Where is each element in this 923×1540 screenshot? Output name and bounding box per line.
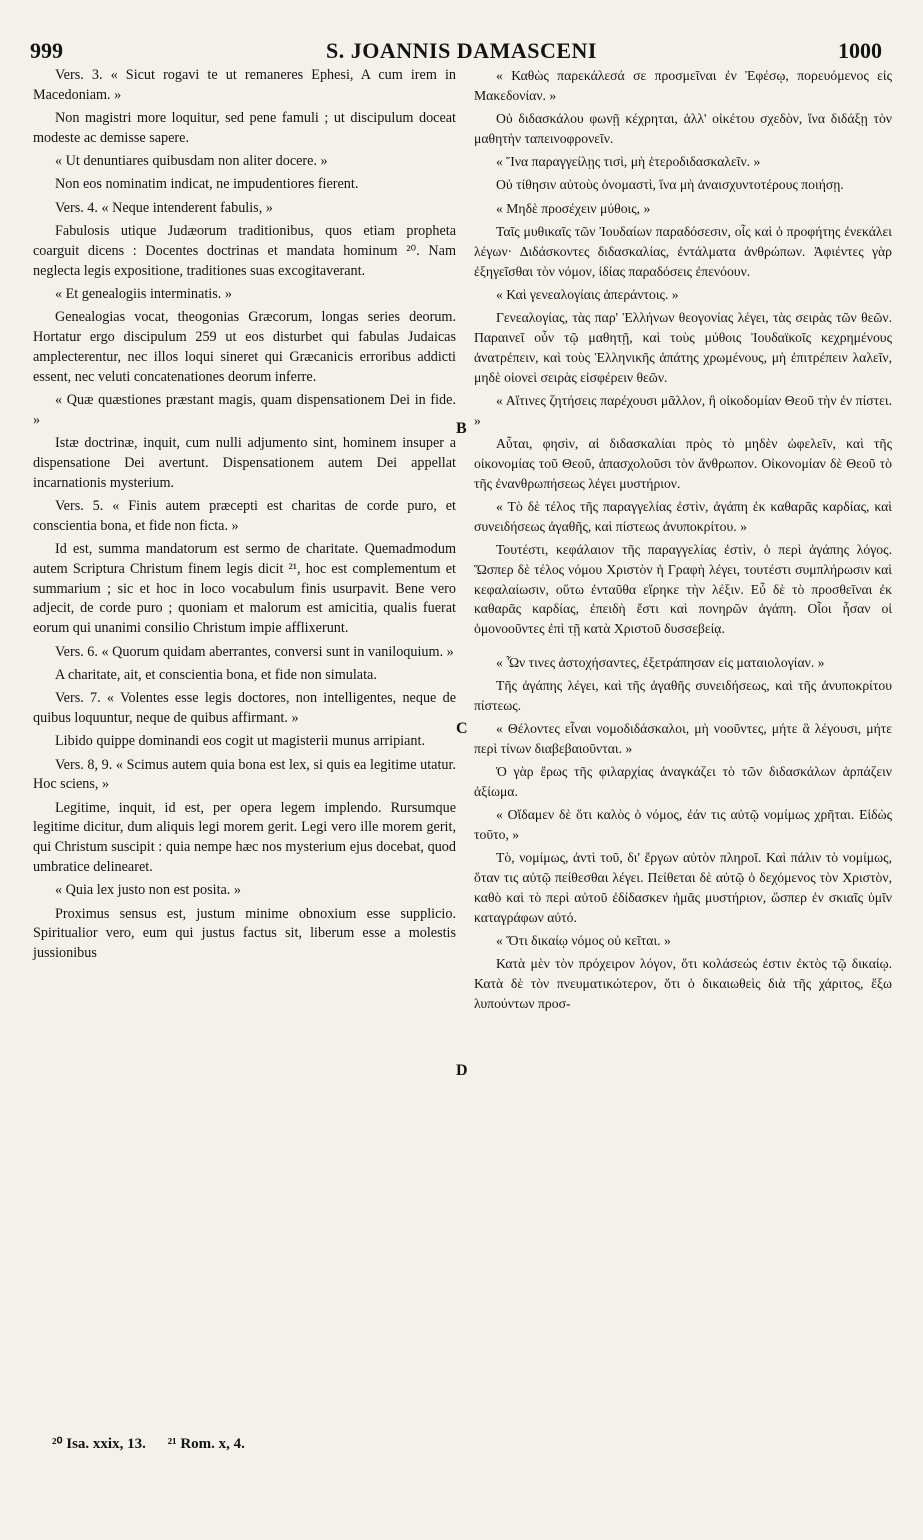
latin-paragraph: Vers. 7. « Volentes esse legis doctores, non intelligentes, neque de quibus loquuntur, neque de quibus affirmant. »	[33, 690, 456, 726]
greek-paragraph: Τουτέστι, κεφάλαιον τῆς παραγγελίας ἐστὶν, ὁ περὶ ἀγάπης λόγος. Ὥσπερ δὲ τέλος νόμου Χριστὸν ἡ Γραφὴ λέγει, τουτέστι συμπλήρωσιν καὶ κεφαλαίωσιν, οὕτω ἐνταῦθα εἴρηκε τὴν λέξιν. Εὖ δὲ τὸ προσθεῖναι ἐκ καθαρᾶς καρδίας, ἐπειδὴ ἔστι καὶ πονηρῶν ἀγάπη. Οἷοι ἦσαν οἱ ὁμονοοῦντες ἐπὶ τῇ κατὰ Χριστοῦ δυσσεβείᾳ.	[474, 542, 892, 637]
greek-paragraph: « Καὶ γενεαλογίαις ἀπεράντοις. »	[496, 286, 679, 302]
greek-paragraph: « Καθὼς παρεκάλεσά σε προσμεῖναι ἐν Ἐφέσῳ, πορευόμενος εἰς Μακεδονίαν. »	[474, 68, 892, 103]
latin-paragraph: Genealogias vocat, theogonias Græcorum, longas series deorum. Hortatur ergo discipulum 259 ut eos disturbet qui fabulas Judaicas amplecterentur, nec illos loqui sineret qui Græcanicis erroribus addicti essent, nec veluti concatenationes deorum inferre.	[33, 309, 456, 385]
greek-paragraph: « Αἵτινες ζητήσεις παρέχουσι μᾶλλον, ἢ οἰκοδομίαν Θεοῦ τὴν ἐν πίστει. »	[474, 392, 892, 428]
greek-paragraph: Κατὰ μὲν τὸν πρόχειρον λόγον, ὅτι κολάσεώς ἐστιν ἐκτὸς τῷ δικαίῳ. Κατὰ δὲ τὸν πνευματικώτερον, ὅτι ὁ δικαιωθεὶς διὰ τῆς χάριτος, ἔξω λυπούντων προσ-	[474, 956, 892, 1011]
latin-paragraph: Vers. 5. « Finis autem præcepti est charitas de corde puro, et conscientia bona, et fide non ficta. »	[33, 497, 456, 534]
greek-column	[474, 66, 892, 1017]
latin-paragraph: Libido quippe dominandi eos cogit ut magisterii munus arripiant.	[55, 733, 425, 750]
greek-paragraph: « Θέλοντες εἶναι νομοδιδάσκαλοι, μὴ νοοῦντες, μήτε ἃ λέγουσι, μήτε περὶ τίνων διαβεβαιοῦνται. »	[474, 720, 892, 756]
latin-paragraph: Istæ doctrinæ, inquit, cum nulli adjumento sint, hominem insuper a dispensatione Dei avertunt. Dispensationem autem Dei appellat incarnationis mysterium.	[33, 435, 456, 491]
latin-paragraph: « Quæ quæstiones præstant magis, quam dispensationem Dei in fide. »	[33, 391, 456, 428]
greek-paragraph: « Μηδὲ προσέχειν μύθοις, »	[496, 200, 651, 216]
latin-column	[33, 66, 456, 967]
latin-paragraph: Vers. 3. « Sicut rogavi te ut remaneres Ephesi, A cum irem in Macedoniam. »	[33, 67, 456, 103]
margin-letter-d: D	[456, 1062, 468, 1079]
latin-paragraph: Legitime, inquit, id est, per opera legem implendo. Rursumque legitime dicitur, dum aliquis legi morem gerit. Legi vero ille morem gerit, qui Christum suscipit : quia nempe hæc nos mysterium ejus docebat, quod umbratice delinearet.	[33, 799, 456, 875]
page-number-left: 999	[30, 38, 63, 63]
margin-letter-b: B	[456, 420, 467, 437]
greek-paragraph: Ταῖς μυθικαῖς τῶν Ἰουδαίων παραδόσεσιν, οἷς καὶ ὁ προφήτης ἐνεκάλει λέγων· Διδάσκοντες διδασκαλίας, ἐντάλματα ἀνθρώπων. Ἀφιέντες γὰρ ἐξηγεῖσθαι τὸν νόμον, ἰδίας παραδόσεις ἐπενόουν.	[474, 224, 892, 279]
greek-paragraph: « Ὧν τινες ἀστοχήσαντες, ἐξετράπησαν εἰς ματαιολογίαν. »	[496, 654, 825, 670]
greek-paragraph: Οὐ διδασκάλου φωνῇ κέχρηται, ἀλλ' οἰκέτου σχεδὸν, ἵνα διδάξῃ τὸν μαθητὴν ταπεινοφρονεῖν.	[474, 111, 892, 146]
greek-paragraph: Γενεαλογίας, τὰς παρ' Ἑλλήνων θεογονίας λέγει, τὰς σειρὰς τῶν θεῶν. Παραινεῖ οὖν τῷ μαθητῇ, καὶ τοὺς μύθοις Ἰουδαϊκοῖς κεχρημένους ἀνατρέπειν, καὶ τοὺς Ἑλληνικῆς ἀπάτης χρωμένους, μὴ ἐπιτρέπειν λαλεῖν, μηδὲ οἱονεὶ σειρὰς εἰσφέρειν θεῶν.	[474, 310, 892, 385]
greek-paragraph: Τὸ, νομίμως, ἀντὶ τοῦ, δι' ἔργων αὐτὸν πληροῖ. Καὶ πάλιν τὸ νομίμως, ὅταν τις αὐτῷ πείθεσθαι λέγει. Πείθεται δὲ αὐτῷ ὁ δεχόμενος τὸν Χριστὸν, καθὸ καὶ τὸ περὶ αὐτοῦ ἐδίδασκεν ἡμᾶς μυστήριον, ὥσπερ ἐν σκιαῖς ὑμῖν καταγράφων αὐτό.	[474, 850, 892, 925]
page-number-right: 1000	[838, 38, 882, 63]
greek-paragraph: Οὐ τίθησιν αὐτοὺς ὀνομαστὶ, ἵνα μὴ ἀναισχυντοτέρους ποιήσῃ.	[496, 177, 844, 193]
greek-paragraph: « Ἵνα παραγγείλῃς τισὶ, μὴ ἑτεροδιδασκαλεῖν. »	[496, 154, 761, 170]
latin-paragraph: Proximus sensus est, justum minime obnoxium esse supplicio. Spiritualior vero, eum qui justus factus sit, liberum esse a molestis jussionibus	[33, 905, 456, 962]
greek-paragraph: « Τὸ δὲ τέλος τῆς παραγγελίας ἐστὶν, ἀγάπη ἐκ καθαρᾶς καρδίας, καὶ συνειδήσεως ἀγαθῆς, καὶ πίστεως ἀνυποκρίτου. »	[474, 498, 892, 534]
footnotes	[52, 1434, 263, 1453]
greek-paragraph: « Ὅτι δικαίῳ νόμος οὐ κεῖται. »	[496, 932, 671, 948]
page-header	[0, 38, 923, 66]
margin-letter-c: C	[456, 720, 468, 737]
footnote: ²⁰ Isa. xxix, 13.	[52, 1436, 146, 1452]
latin-paragraph: A charitate, ait, et conscientia bona, et fide non simulata.	[55, 666, 377, 683]
greek-paragraph: Αὗται, φησὶν, αἱ διδασκαλίαι πρὸς τὸ μηδὲν ὠφελεῖν, καὶ τῆς οἰκονομίας τοῦ Θεοῦ, ἀπασχολοῦσι τὸν ἄνθρωπον. Οἰκονομίαν δὲ Θεοῦ τὸ τῆς ἐνανθρωπήσεως λέγει μυστήριον.	[474, 436, 892, 491]
greek-paragraph: Ὁ γὰρ ἔρως τῆς φιλαρχίας ἀναγκάζει τὸ τῶν διδασκάλων ἁρπάζειν ἀξίωμα.	[474, 764, 892, 799]
latin-paragraph: Fabulosis utique Judæorum traditionibus, quos etiam propheta coarguit dicens : Docentes doctrinas et mandata hominum ²⁰. Nam neglecta legis expositione, traditiones suas excogitaverant.	[33, 223, 456, 279]
greek-paragraph: Τῆς ἀγάπης λέγει, καὶ τῆς ἀγαθῆς συνειδήσεως, καὶ τῆς ἀνυποκρίτου πίστεως.	[474, 677, 892, 713]
latin-paragraph: Non eos nominatim indicat, ne impudentiores fierent.	[55, 176, 359, 193]
latin-paragraph: « Et genealogiis interminatis. »	[55, 285, 232, 302]
latin-paragraph: « Quia lex justo non est posita. »	[55, 882, 241, 899]
latin-paragraph: Vers. 8, 9. « Scimus autem quia bona est lex, si quis ea legitime utatur. Hoc sciens, »	[33, 756, 456, 793]
latin-paragraph: Vers. 4. « Neque intenderent fabulis, »	[55, 199, 273, 216]
footnote: ²¹ Rom. x, 4.	[167, 1436, 245, 1452]
latin-paragraph: Non magistri more loquitur, sed pene famuli ; ut discipulum doceat modeste ac demisse sapere.	[33, 110, 456, 146]
latin-paragraph: « Ut denuntiares quibusdam non aliter docere. »	[55, 153, 328, 170]
greek-paragraph: « Οἴδαμεν δὲ ὅτι καλὸς ὁ νόμος, ἐάν τις αὐτῷ νομίμως χρῆται. Εἰδὼς τοῦτο, »	[474, 807, 892, 842]
latin-paragraph: Id est, summa mandatorum est sermo de charitate. Quemadmodum autem Scriptura Christum finem legis dicit ²¹, hoc est complementum et summarium ; sic et hoc in loco vocabulum finis usurpavit. Bene vero adjecit, de corde puro ; quoniam et malorum est amicitia, qualis fuerat eorum qui unanimi consilio Christum impie afflixerunt.	[33, 541, 456, 637]
latin-paragraph: Vers. 6. « Quorum quidam aberrantes, conversi sunt in vaniloquium. »	[55, 643, 454, 660]
running-title: S. JOANNIS DAMASCENI	[326, 38, 597, 63]
